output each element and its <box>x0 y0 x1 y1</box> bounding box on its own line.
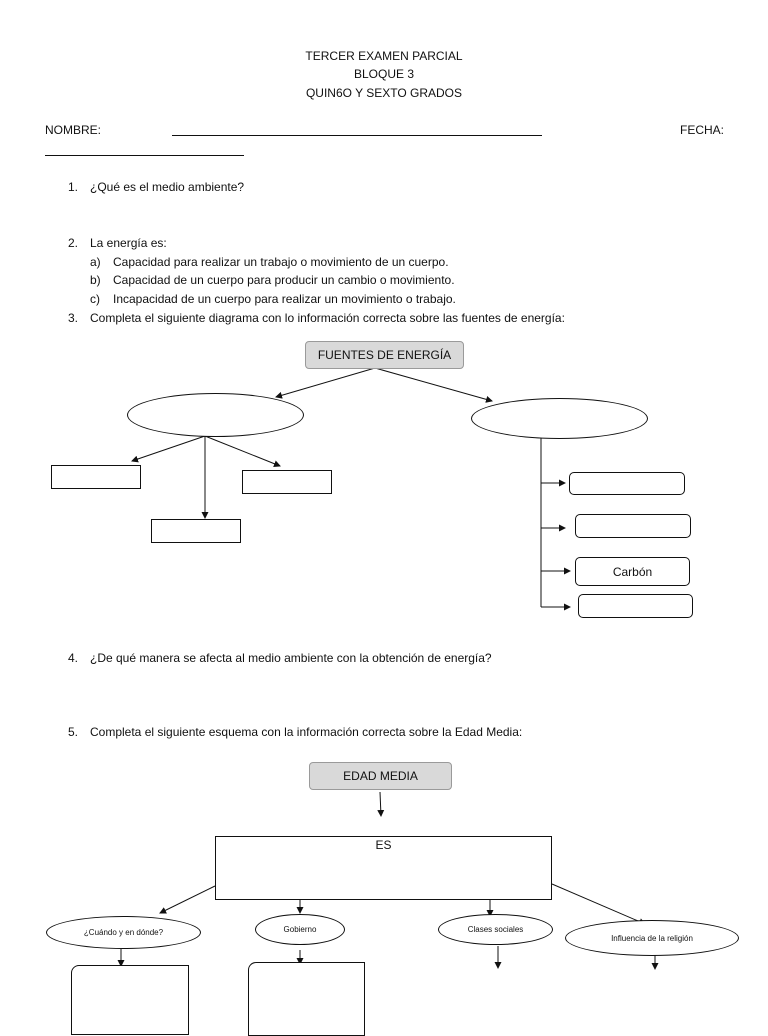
question-3-text: Completa el siguiente diagrama con lo información correcta sobre las fuentes de energía: <box>90 311 565 325</box>
answer-box-right-2[interactable] <box>575 514 691 538</box>
question-2-text: La energía es: <box>90 236 167 250</box>
name-label: NOMBRE: <box>45 123 102 137</box>
question-5-text: Completa el siguiente esquema con la información correcta sobre la Edad Media: <box>90 725 523 739</box>
exam-grades: QUIN6O Y SEXTO GRADOS <box>305 86 463 100</box>
question-5-number: 5. <box>68 725 79 739</box>
question-2-number: 2. <box>68 236 79 250</box>
option-a-letter: a) <box>90 255 101 269</box>
question-4-text: ¿De qué manera se afecta al medio ambiente con la obtención de energía? <box>90 651 492 665</box>
option-b-text: Capacidad de un cuerpo para producir un cambio o movimiento. <box>113 273 455 287</box>
answer-box-right-1[interactable] <box>569 472 685 495</box>
social-classes-node: Clases sociales <box>438 914 553 945</box>
option-a-text: Capacidad para realizar un trabajo o movimiento de un cuerpo. <box>113 255 449 269</box>
government-node: Gobierno <box>255 914 345 945</box>
answer-box-left-1[interactable] <box>51 465 141 489</box>
question-4-number: 4. <box>68 651 79 665</box>
option-b-letter: b) <box>90 273 101 287</box>
middle-ages-definition-box[interactable] <box>215 836 552 900</box>
exam-block: BLOQUE 3 <box>353 67 415 81</box>
energy-sources-title: FUENTES DE ENERGÍA <box>305 341 464 369</box>
when-where-answer-box[interactable] <box>71 965 189 1035</box>
answer-box-right-4[interactable] <box>578 594 693 618</box>
energy-type-right-ellipse[interactable] <box>471 398 648 439</box>
answer-box-left-3[interactable] <box>151 519 241 543</box>
question-3-number: 3. <box>68 311 79 325</box>
exam-title: TERCER EXAMEN PARCIAL <box>305 49 463 63</box>
option-c-text: Incapacidad de un cuerpo para realizar un movimiento o trabajo. <box>113 292 456 306</box>
question-1-number: 1. <box>68 180 79 194</box>
answer-box-left-2[interactable] <box>242 470 332 494</box>
definition-label: ES <box>375 838 392 852</box>
when-where-node: ¿Cuándo y en dónde? <box>46 916 201 949</box>
middle-ages-title: EDAD MEDIA <box>309 762 452 790</box>
government-answer-box[interactable] <box>248 962 365 1036</box>
date-label: FECHA: <box>680 123 725 137</box>
religion-influence-node: Influencia de la religión <box>565 920 739 956</box>
option-c-letter: c) <box>90 292 100 306</box>
question-1-text: ¿Qué es el medio ambiente? <box>90 180 245 194</box>
energy-type-left-ellipse[interactable] <box>127 393 304 437</box>
coal-label: Carbón <box>612 564 653 579</box>
coal-box <box>575 557 690 586</box>
